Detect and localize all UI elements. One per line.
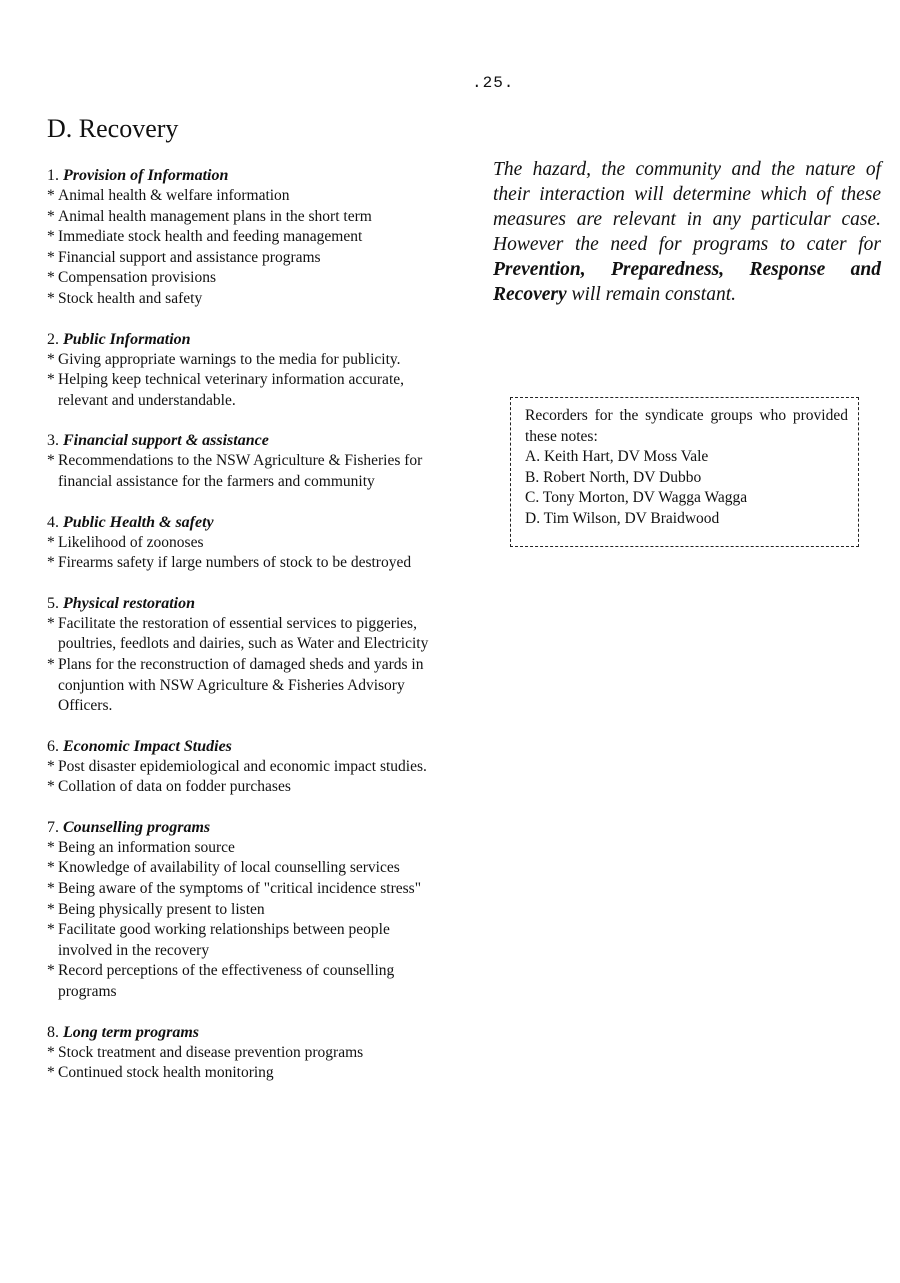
recorder-name: A. Keith Hart, DV Moss Vale: [525, 448, 709, 466]
section-heading-title: Provision of Information: [63, 167, 229, 184]
recovery-measures-list: [47, 166, 447, 1104]
list-item: * Post disaster epidemiological and economic impact studies.: [47, 757, 447, 778]
section-heading: [47, 431, 447, 451]
section-block: [47, 431, 447, 492]
section-heading-title: Counselling programs: [63, 818, 211, 836]
recorder-name: B. Robert North, DV Dubbo: [525, 468, 702, 486]
list-item: * Giving appropriate warnings to the media for publicity.: [47, 350, 447, 371]
recorders-intro: Recorders for the syndicate groups who provided these notes:: [525, 407, 848, 445]
section-number: 5.: [47, 594, 59, 612]
section-heading: [47, 1023, 447, 1043]
list-item: * Being aware of the symptoms of "critical incidence stress": [47, 879, 447, 900]
section-heading: [47, 594, 447, 614]
recorder-name: D. Tim Wilson, DV Braidwood: [525, 509, 720, 527]
section-item-list: [47, 1043, 447, 1084]
section-number: 1.: [47, 167, 59, 184]
section-heading: [47, 513, 447, 533]
summary-emphasis: Prevention, Preparedness, Response and Recovery: [493, 259, 881, 305]
list-item: * Compensation provisions: [47, 268, 447, 289]
page-number: .25.: [472, 74, 515, 92]
section-item-list: [47, 186, 447, 310]
section-number: 7.: [47, 818, 59, 836]
list-item: * Likelihood of zoonoses: [47, 533, 447, 554]
section-heading: [47, 737, 447, 757]
list-item: * Stock treatment and disease prevention programs: [47, 1043, 447, 1064]
section-item-list: [47, 838, 447, 1003]
list-item: * Facilitate the restoration of essential services to piggeries, poultries, feedlots and dairies, such as Water and Electricity: [47, 614, 447, 655]
list-item: * Immediate stock health and feeding management: [47, 227, 447, 248]
section-block: [47, 737, 447, 798]
section-heading-title: Long term programs: [63, 1023, 200, 1041]
list-item: * Facilitate good working relationships between people involved in the recovery: [47, 920, 447, 961]
list-item: * Continued stock health monitoring: [47, 1063, 447, 1084]
section-block: [47, 594, 447, 717]
summary-text-part2: will remain constant.: [571, 284, 736, 305]
list-item: * Financial support and assistance programs: [47, 248, 447, 269]
section-item-list: [47, 451, 447, 492]
list-item: * Helping keep technical veterinary information accurate, relevant and understandable.: [47, 370, 447, 411]
section-block: [47, 1023, 447, 1084]
section-heading-title: Physical restoration: [63, 594, 196, 612]
section-block: [47, 330, 447, 412]
section-heading-title: Public Information: [63, 330, 191, 348]
list-item: * Being physically present to listen: [47, 900, 447, 921]
list-item: * Stock health and safety: [47, 289, 447, 310]
list-item: * Record perceptions of the effectiveness of counselling programs: [47, 961, 447, 1002]
list-item: * Plans for the reconstruction of damaged sheds and yards in conjuntion with NSW Agriculture & Fisheries Advisory Officers.: [47, 655, 447, 717]
list-item: * Animal health management plans in the short term: [47, 207, 447, 228]
list-item: * Animal health & welfare information: [47, 186, 447, 207]
section-item-list: [47, 533, 447, 574]
section-item-list: [47, 614, 447, 717]
section-heading-title: Economic Impact Studies: [63, 737, 232, 755]
recorder-name: C. Tony Morton, DV Wagga Wagga: [525, 489, 748, 507]
section-heading: [47, 330, 447, 350]
summary-text-part1: The hazard, the community and the nature of their interaction will determine which of these measures are relevant in any particular case. However the need for programs to cater for: [493, 159, 881, 255]
list-item: * Firearms safety if large numbers of stock to be destroyed: [47, 553, 447, 574]
section-heading-title: Public Health & safety: [63, 513, 214, 531]
list-item: * Collation of data on fodder purchases: [47, 777, 447, 798]
list-item: * Recommendations to the NSW Agriculture & Fisheries for financial assistance for the farmers and community: [47, 451, 447, 492]
summary-paragraph: [493, 157, 881, 307]
recorders-list: [525, 447, 848, 529]
section-block: [47, 818, 447, 1003]
section-number: 4.: [47, 513, 59, 531]
section-item-list: [47, 350, 447, 412]
section-heading: [47, 166, 447, 186]
section-number: 8.: [47, 1023, 59, 1041]
section-title: D. Recovery: [47, 114, 179, 143]
section-number: 3.: [47, 432, 59, 450]
section-heading: [47, 818, 447, 838]
section-number: 6.: [47, 737, 59, 755]
list-item: * Knowledge of availability of local counselling services: [47, 858, 447, 879]
section-block: [47, 166, 447, 310]
recorders-box: [510, 397, 859, 547]
section-heading-title: Financial support & assistance: [63, 432, 269, 450]
list-item: * Being an information source: [47, 838, 447, 859]
section-block: [47, 513, 447, 574]
section-item-list: [47, 757, 447, 798]
section-number: 2.: [47, 330, 59, 348]
